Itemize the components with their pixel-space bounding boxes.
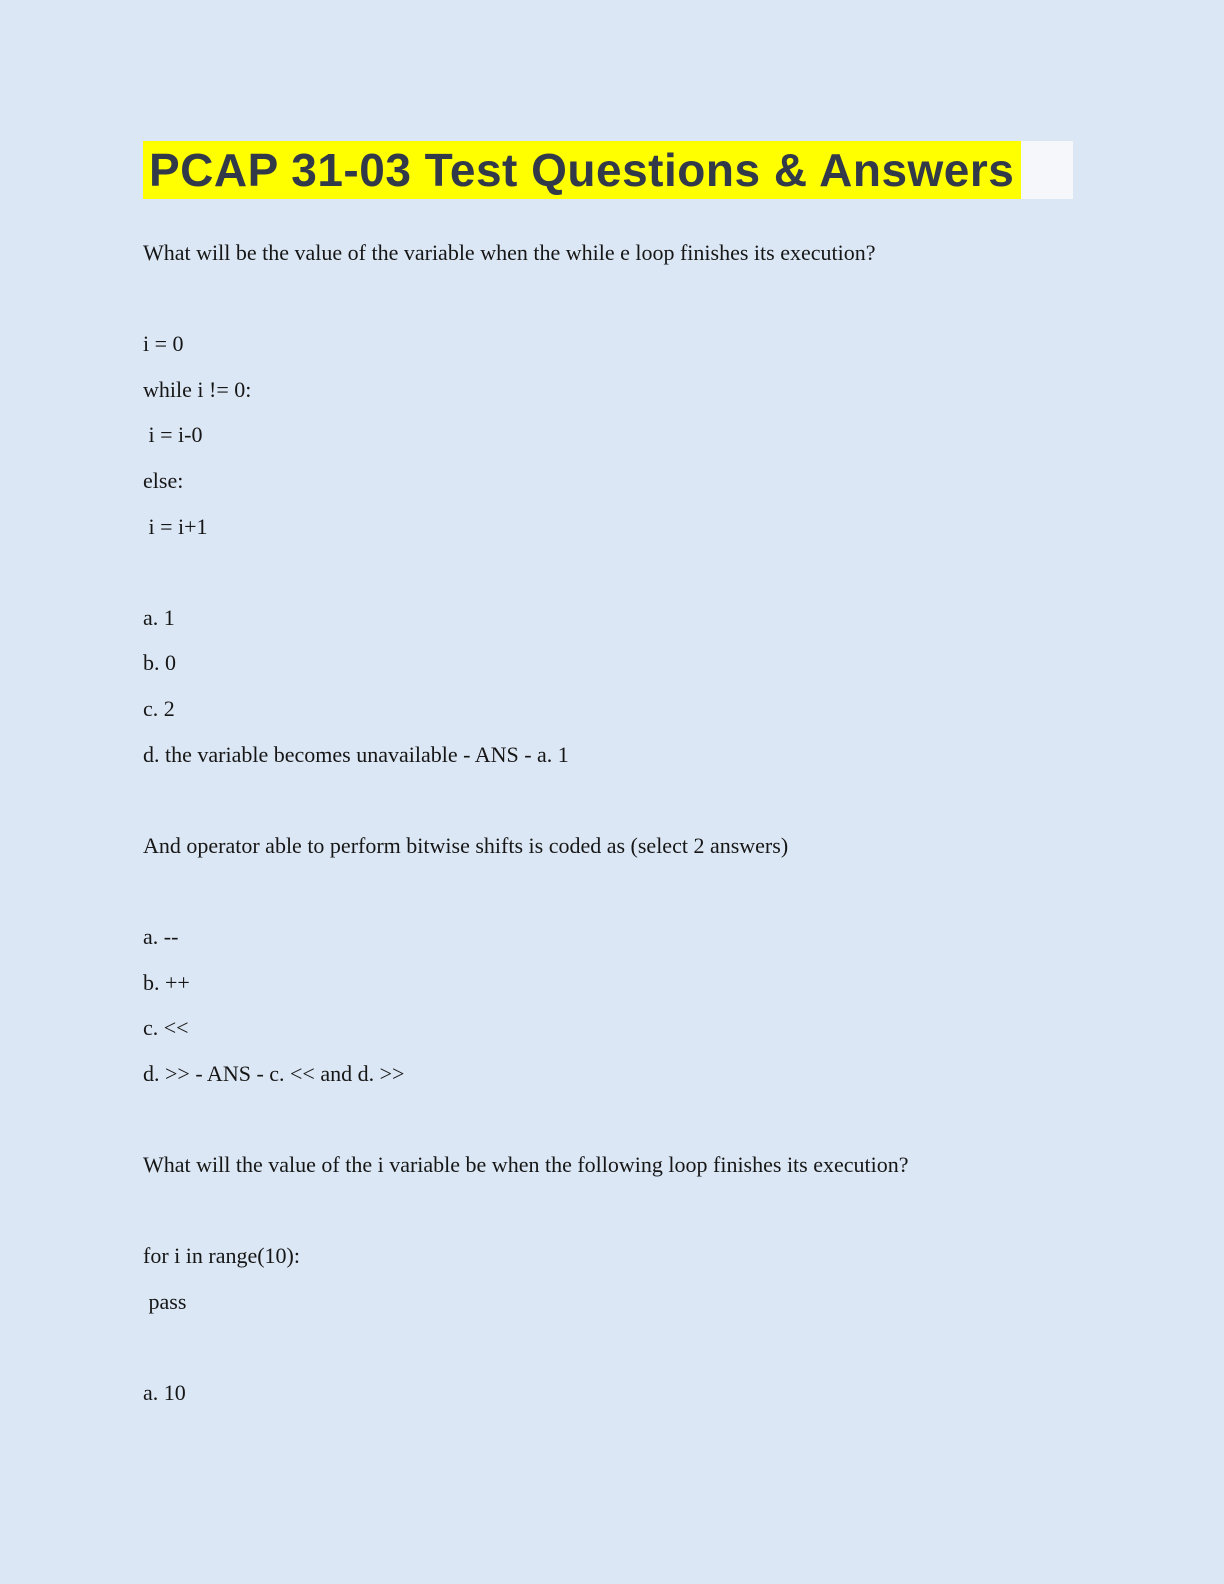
- document-line: for i in range(10):: [143, 1243, 300, 1269]
- document-line: [143, 1096, 1093, 1142]
- document-line: And operator able to perform bitwise shifts is coded as (select 2 answers): [143, 832, 789, 858]
- document-line: [143, 868, 1093, 914]
- page-title: PCAP 31-03 Test Questions & Answers: [143, 141, 1021, 199]
- document-line: [143, 1324, 1093, 1370]
- document-line: i = i-0: [143, 422, 203, 448]
- document-line: d. the variable becomes unavailable - ANS - a. 1: [143, 741, 569, 767]
- document-line: [143, 276, 1093, 322]
- document-body: [143, 230, 1093, 1415]
- document-line: pass: [143, 1288, 187, 1314]
- document-line: b. ++: [143, 969, 190, 995]
- document-line: d. >> - ANS - c. << and d. >>: [143, 1060, 405, 1086]
- document-line: [143, 549, 1093, 595]
- document-line: a. 1: [143, 604, 175, 630]
- document-line: else:: [143, 467, 184, 493]
- document-line: i = i+1: [143, 513, 208, 539]
- title-row: [143, 141, 1073, 199]
- title-trailing-box: [1021, 141, 1073, 199]
- document-line: c. <<: [143, 1015, 189, 1041]
- document-line: b. 0: [143, 650, 176, 676]
- document-line: a. 10: [143, 1379, 186, 1405]
- document-line: a. --: [143, 923, 179, 949]
- document-line: [143, 1187, 1093, 1233]
- document-line: i = 0: [143, 331, 184, 357]
- document-line: while i != 0:: [143, 376, 252, 402]
- document-line: What will be the value of the variable when the while e loop finishes its execution?: [143, 240, 876, 265]
- document-line: What will the value of the i variable be when the following loop finishes its execution?: [143, 1151, 909, 1177]
- document-line: c. 2: [143, 695, 175, 721]
- document-line: [143, 777, 1093, 823]
